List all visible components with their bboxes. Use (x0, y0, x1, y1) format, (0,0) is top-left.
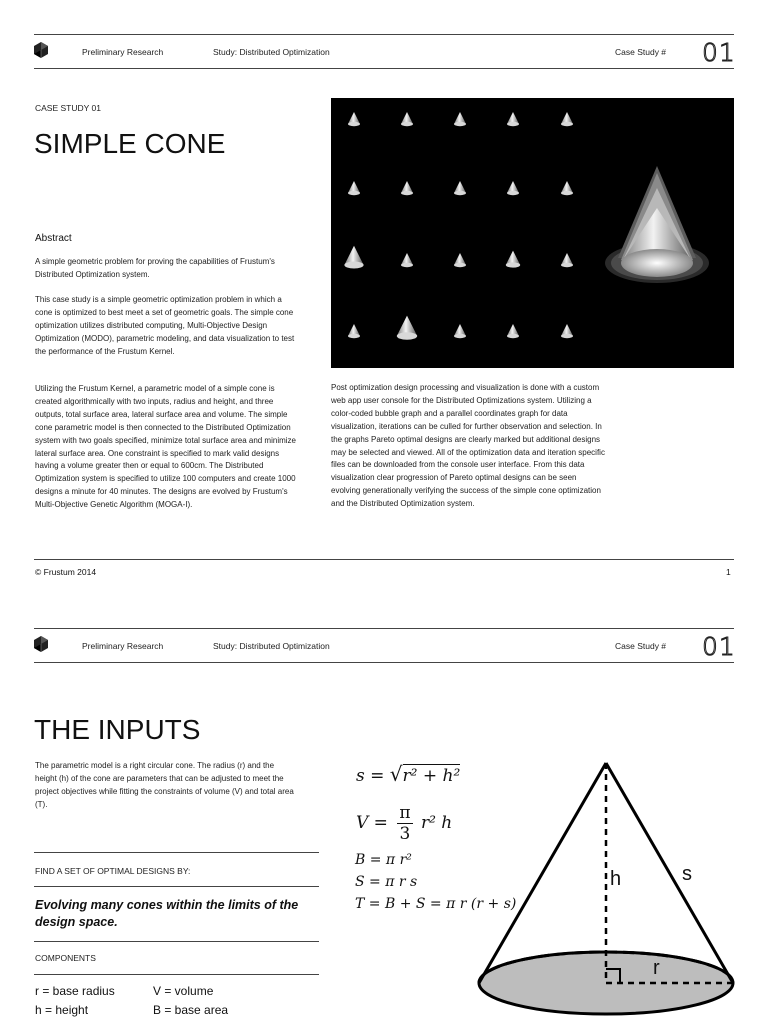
find-designs-label: FIND A SET OF OPTIMAL DESIGNS BY: (35, 866, 191, 876)
small-cone (507, 324, 519, 338)
page1-footer-rule (34, 559, 734, 560)
post-processing-paragraph: Post optimization design processing and visualization is done with a custom web app user console for the Distributed Optimizations system. Utilizing a color-coded bubble graph and a parallel coordinates graph for data visualization, iterations can be culled for further observation and selection. In the graphs Pareto optimal designs are clearly marked but additional designs may be selected and viewed. All of the optimization data and iteration specific files can be downloaded from the console user interface. From this data visualization clear progression of Pareto optimal designs can be seen evolving generationally verifying the success of the simple cone optimization and the Distributed Optimization system. (331, 383, 605, 509)
small-cone (454, 181, 466, 195)
volume-formula (356, 803, 452, 844)
frustum-logo-icon (34, 636, 48, 652)
page-title: SIMPLE CONE (34, 128, 226, 159)
small-cone (454, 324, 466, 338)
slant-height-formula (356, 762, 460, 786)
header-section-label: Preliminary Research (82, 47, 164, 57)
total-area-formula: T = B + S = π r (r + s) (355, 896, 517, 912)
header-bottom-rule (34, 662, 734, 663)
section-divider (34, 852, 319, 853)
abstract-paragraph: A simple geometric problem for proving the capabilities of Frustum's Distributed Optimization system. (35, 257, 275, 279)
header-section-label: Preliminary Research (82, 641, 164, 651)
small-cone (344, 246, 363, 269)
header-case-number: 01 (702, 38, 736, 67)
section-divider (34, 941, 319, 942)
radical-sign-icon: √ (389, 762, 403, 786)
small-cone (506, 251, 520, 268)
header-case-number: 01 (702, 632, 736, 661)
small-cone (561, 253, 573, 267)
formula-radicand: r² + h² (402, 766, 461, 786)
small-cone (348, 112, 360, 126)
small-cone (561, 324, 573, 338)
component-item: B = base area (153, 1003, 229, 1017)
small-cone (401, 112, 413, 126)
lateral-area-formula: S = π r s (355, 874, 418, 890)
header-case-label: Case Study # (615, 47, 667, 57)
header-study-label: Study: Distributed Optimization (213, 641, 330, 651)
component-item: h = height (35, 1003, 89, 1017)
base-area-formula: B = π r² (355, 852, 412, 868)
section-title: THE INPUTS (34, 714, 201, 745)
large-cone-render (605, 166, 709, 283)
header-case-label: Case Study # (615, 641, 667, 651)
small-cone (397, 316, 417, 340)
component-item: r = base radius (35, 984, 115, 998)
small-cone (454, 253, 466, 267)
case-study-kicker: CASE STUDY 01 (35, 103, 101, 113)
section-divider (34, 974, 319, 975)
formula-lhs: s = (356, 766, 385, 786)
section-divider (34, 886, 319, 887)
small-cone (401, 181, 413, 195)
header-top-rule (34, 34, 734, 35)
header-top-rule (34, 628, 734, 629)
small-cones-grid (344, 112, 573, 340)
radius-label: r (653, 957, 660, 979)
slant-label: s (682, 863, 692, 885)
small-cone (561, 181, 573, 195)
component-item: V = volume (153, 984, 214, 998)
frustum-logo-icon (34, 42, 48, 58)
small-cone (348, 181, 360, 195)
fraction-numerator: π (399, 803, 411, 823)
formula-lhs: V = (356, 813, 388, 833)
page-number: 1 (726, 567, 731, 577)
header-study-label: Study: Distributed Optimization (213, 47, 330, 57)
abstract-paragraph: This case study is a simple geometric optimization problem in which a cone is optimized to best meet a set of geometric goals. The simple cone optimization utilizes distributed computing, Multi-Objective Design Optimization (MODO), parametric modeling, and data visualization to test the performance of the Frustum Kernel. (35, 295, 295, 356)
abstract-paragraph: Utilizing the Frustum Kernel, a parametric model of a simple cone is created algorithmically with two inputs, radius and height, and three outputs, total surface area, lateral surface area and volume. The simple cone parametric model is then connected to the Distributed Optimization system with two goals specified, minimize total surface area and minimize lateral surface area. One constraint is specified to mark valid designs having a volume greater then or equal to 600cm. The Distributed Optimization system is specified to utilize 100 computers and create 1000 designs a minute for 40 minutes. The designs are evolved by Frustum's Multi-Objective Genetic Algorithm (MOGA-I). (35, 384, 296, 510)
abstract-heading: Abstract (35, 233, 72, 244)
small-cone (507, 181, 519, 195)
small-cone (561, 112, 573, 126)
small-cone (348, 324, 360, 338)
copyright-text: © Frustum 2014 (35, 567, 97, 577)
height-label: h (610, 868, 622, 890)
formula-rhs: r² h (420, 813, 453, 833)
small-cone (401, 253, 413, 267)
objective-statement: Evolving many cones within the limits of the design space. (35, 898, 299, 929)
small-cone (454, 112, 466, 126)
header-bottom-rule (34, 68, 734, 69)
inputs-intro-paragraph: The parametric model is a right circular cone. The radius (r) and the height (h) of the cone are parameters that can be adjusted to meet the project objectives while fitting the constraints of volume (V) and total area (T). (35, 761, 294, 809)
fraction-denominator: 3 (399, 824, 411, 844)
cone-diagram (470, 755, 768, 1024)
cone-array-render (331, 98, 734, 368)
components-label: COMPONENTS (35, 953, 96, 963)
small-cone (507, 112, 519, 126)
